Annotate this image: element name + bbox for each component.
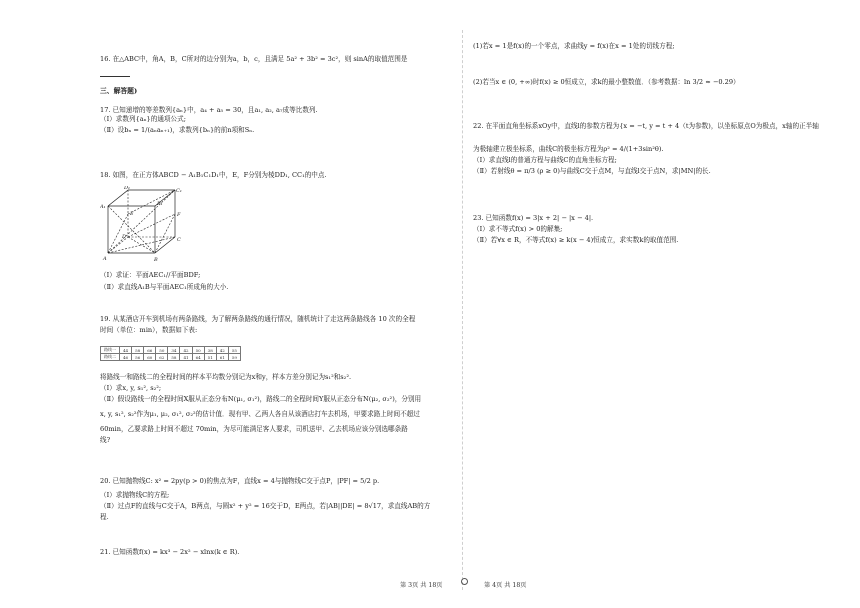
- q22-part2: （Ⅱ）若射线θ = π/3 (ρ ≥ 0)与曲线C交于点M，与直线l交于点N，求|MN|的长.: [473, 167, 711, 175]
- label-b1: B₁: [157, 201, 163, 207]
- table-cell: 61: [216, 354, 228, 361]
- row-label: 路线二: [101, 354, 120, 361]
- section-heading: 三、解答题): [100, 87, 138, 95]
- q19-part1: （Ⅰ）求x, y, s₁², s₂²;: [100, 384, 162, 392]
- table-cell: 50: [192, 347, 204, 354]
- page-divider: [462, 30, 464, 590]
- table-cell: 41: [180, 354, 192, 361]
- q18-part2: （Ⅱ）求直线A₁B与平面AEC₁所成角的大小.: [100, 283, 229, 291]
- table-cell: 66: [144, 347, 156, 354]
- q20-stem: 20. 已知抛物线C: x² = 2py(p > 0)的焦点为F，直线x = 4与抛物线C交于点P，|PF| = 5/2 p.: [100, 477, 380, 485]
- q18-part1: （Ⅰ）求证：平面AEC₁//平面BDF;: [100, 271, 201, 279]
- q20-part3: 程.: [100, 513, 109, 521]
- q19-part3: x, y, s₁², s₂²作为μ₁, μ₂, σ₁², σ₂²的估计值．现有甲、乙两人各自从该酒店打车去机场，甲要求路上时间不超过: [100, 410, 420, 418]
- question-19: [100, 315, 415, 335]
- table-cell: 38: [204, 347, 216, 354]
- question-21: [100, 548, 239, 557]
- table-cell: 60: [144, 354, 156, 361]
- table-cell: 44: [120, 347, 132, 354]
- label-f: F: [177, 212, 181, 218]
- page-number-left: 第 3页 共 18页: [400, 582, 443, 589]
- question-21-cont: [473, 42, 740, 87]
- label-b: B: [154, 257, 158, 262]
- q23-part1: （Ⅰ）求不等式f(x) > 0的解集;: [473, 225, 563, 233]
- table-cell: 56: [132, 354, 144, 361]
- q23-part2: （Ⅱ）若∀x ∈ R，不等式f(x) ≥ k(x − 4)恒成立，求实数k的取值范围.: [473, 236, 679, 244]
- question-19-parts: [100, 372, 421, 446]
- question-17: [100, 106, 318, 135]
- label-a: A: [103, 256, 107, 262]
- q19-part5: 线?: [100, 436, 111, 444]
- label-a1: A₁: [100, 204, 106, 210]
- q21-part1: (1)若x = 1是f(x)的一个零点，求曲线y = f(x)在x = 1处的切线方程;: [473, 42, 675, 50]
- right-page: [430, 0, 860, 608]
- q22-stem2: 为极轴建立极坐标系，曲线C的极坐标方程为ρ² = 4/(1+3sin²θ).: [473, 145, 664, 153]
- q17-part1: （Ⅰ）求数列{aₙ}的通项公式;: [100, 115, 186, 123]
- table-row: [101, 347, 241, 354]
- label-c1: C₁: [176, 188, 182, 194]
- label-e: E: [130, 211, 134, 217]
- q19-part4: 60min，乙要求路上时间不超过 70min，为尽可能满足客人要求，司机送甲、乙去机场应该分别选哪条路: [100, 425, 408, 433]
- route-time-table: [100, 346, 241, 361]
- q19-stem1: 19. 从某酒店开车到机场有两条路线，为了解两条路线的通行情况，随机统计了走这两条路线各 10 次的全程: [100, 315, 416, 323]
- question-18-parts: [100, 271, 228, 292]
- q21-stem: 21. 已知函数f(x) = kx³ − 2x² − xlnx(k ∈ R).: [100, 548, 240, 556]
- row-label: 路线一: [101, 347, 120, 354]
- q22-stem: 22. 在平面直角坐标系xOy中，直线l的参数方程为{x = −t, y = t + 4（t为参数)，以坐标原点O为极点，x轴的正半轴: [473, 122, 819, 130]
- question-22: [473, 121, 819, 177]
- q16-text: 16. 在△ABC中，角A，B，C所对的边分别为a，b，c，且满足 5a² + 3b² = 3c²，则 sinA的取值范围是: [100, 55, 408, 63]
- table-cell: 42: [180, 347, 192, 354]
- q19-part2: （Ⅱ）假设路线一的全程时间X服从正态分布N(μ₁, σ₁²)，路线二的全程时间Y服从正态分布N(μ₂, σ₂²)，分别用: [100, 395, 422, 403]
- page-number-right: 第 4页 共 18页: [484, 582, 527, 589]
- question-20: [100, 476, 430, 523]
- question-23: [473, 213, 678, 246]
- table-row: [101, 354, 241, 361]
- q23-stem: 23. 已知函数f(x) = 3|x + 2| − |x − 4|.: [473, 214, 594, 222]
- question-18: [100, 171, 327, 180]
- q20-part1: （Ⅰ）求抛物线C的方程;: [100, 491, 170, 499]
- label-d: D: [122, 234, 127, 240]
- table-cell: 46: [120, 354, 132, 361]
- table-cell: 64: [192, 354, 204, 361]
- table-cell: 58: [132, 347, 144, 354]
- label-d1: D₁: [124, 186, 131, 191]
- q17-stem: 17. 已知递增的等差数列{aₙ}中，a₄ + a₅ = 30，且a₁, a₂, a₇成等比数列.: [100, 106, 318, 114]
- table-cell: 42: [216, 347, 228, 354]
- cube-figure: [100, 186, 190, 262]
- table-cell: 55: [228, 347, 240, 354]
- q19-line1: 将路线一和路线二的全程时间的样本平均数分别记为x和y，样本方差分别记为s₁²和s₂².: [100, 373, 352, 381]
- q18-stem: 18. 如图，在正方体ABCD − A₁B₁C₁D₁中，E，F分别为棱DD₁, CC₁的中点.: [100, 171, 327, 179]
- table-cell: 59: [228, 354, 240, 361]
- table-cell: 58: [168, 354, 180, 361]
- q19-stem2: 时间（单位：min），数据如下表:: [100, 326, 198, 334]
- q20-part2: （Ⅱ）过点F的直线与C交于A，B两点，与圆x² + y² = 16交于D，E两点，若|AB||DE| = 8√17，求直线AB的方: [100, 502, 431, 510]
- circle-icon: [461, 578, 468, 585]
- table-cell: 51: [204, 354, 216, 361]
- question-16: [100, 55, 407, 80]
- q21-part2: (2)若当x ∈ (0, +∞)时f(x) ≥ 0恒成立，求k的最小整数值．（参考数据：ln 3/2 ≈ −0.29）: [473, 78, 740, 86]
- table-cell: 34: [168, 347, 180, 354]
- table-cell: 50: [156, 347, 168, 354]
- answer-blank: [100, 70, 130, 77]
- table-cell: 62: [156, 354, 168, 361]
- q22-part1: （Ⅰ）求直线l的普通方程与曲线C的直角坐标方程;: [473, 156, 617, 164]
- label-c: C: [177, 237, 181, 243]
- q17-part2: （Ⅱ）设bₙ = 1/(aₙaₙ₊₁)，求数列{bₙ}的前n项和Sₙ.: [100, 126, 255, 134]
